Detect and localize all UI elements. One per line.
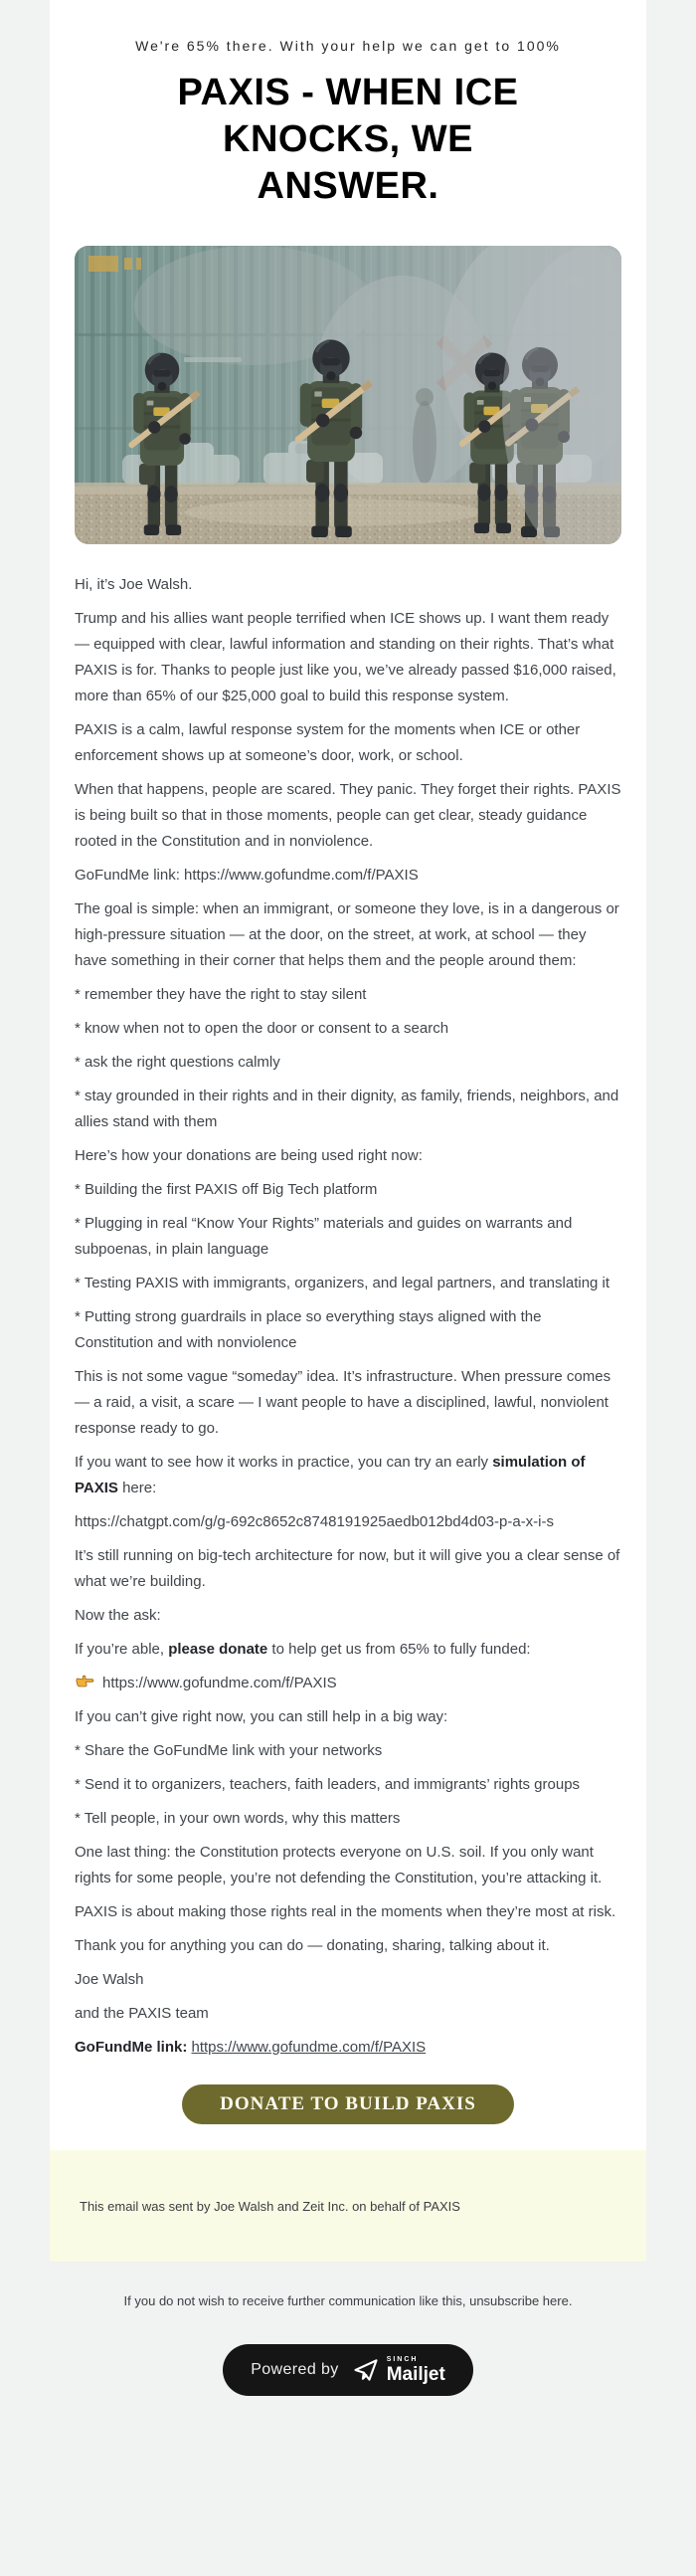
body-link[interactable]: https://chatgpt.com/g/g-692c8652c8748191925aedb012bd4d03-p-a-x-i-s (75, 1513, 555, 1530)
body-text-run: Hi, it’s Joe Walsh. (75, 576, 193, 593)
body-paragraph (75, 863, 621, 889)
body-text-run: PAXIS is a calm, lawful response system for the moments when ICE or other enforcement shows up at someone’s door, work, or school. (75, 721, 581, 764)
body-paragraph (75, 1738, 621, 1764)
body-paragraph (75, 982, 621, 1008)
hero-image (75, 246, 621, 544)
body-paragraph (75, 1637, 621, 1663)
body-paragraph (75, 1671, 621, 1696)
unsubscribe-period: . (568, 2293, 573, 2308)
body-paragraph (75, 1840, 621, 1891)
body-text-run: Trump and his allies want people terrified when ICE shows up. I want them ready — equipped with clear, lawful information and standing on their rights. That’s what PAXIS is for. Thanks to people just like you, we’ve already passed $16,000 raised, more than 65% of our $25,000 goal to build this response system. (75, 610, 616, 704)
body-paragraph (75, 1772, 621, 1798)
body-paragraph (75, 1806, 621, 1832)
mailjet-badge[interactable] (223, 2344, 473, 2396)
body-paragraph (75, 1050, 621, 1076)
body-paragraph (75, 572, 621, 598)
body-text-run: PAXIS is about making those rights real in the moments when they’re most at risk. (75, 1903, 616, 1920)
body-text-run: Joe Walsh (75, 1971, 144, 1988)
body-paragraph (75, 1933, 621, 1959)
body-paragraph (75, 777, 621, 855)
body-text-run: * ask the right questions calmly (75, 1054, 280, 1071)
body-text-run: Here’s how your donations are being used right now: (75, 1147, 423, 1164)
powered-by-text: Powered by (251, 2361, 339, 2378)
teaser-text: We're 65% there. With your help we can get to 100% (135, 38, 561, 54)
body-text-run: * Send it to organizers, teachers, faith leaders, and immigrants’ rights groups (75, 1776, 581, 1793)
body-link[interactable]: https://www.gofundme.com/f/PAXIS (102, 1675, 337, 1691)
unsubscribe-text: If you do not wish to receive further communication like this, (123, 2293, 470, 2308)
body-paragraph (75, 1967, 621, 1993)
body-paragraph (75, 1211, 621, 1263)
body-paragraph (75, 1364, 621, 1442)
body-text-run: * remember they have the right to stay silent (75, 986, 367, 1003)
paper-plane-icon (352, 2356, 380, 2384)
email-body (75, 572, 621, 2061)
body-link[interactable]: https://www.gofundme.com/f/PAXIS (184, 867, 419, 884)
body-paragraph (75, 1899, 621, 1925)
sender-note (50, 2150, 646, 2262)
body-text-run: It’s still running on big-tech architecture for now, but it will give you a clear sense of what we’re building. (75, 1547, 620, 1590)
mailjet-wordmark: Mailjet (386, 2364, 445, 2385)
badge-row (0, 2344, 696, 2396)
donate-button-row (75, 2084, 621, 2124)
body-link[interactable]: https://www.gofundme.com/f/PAXIS (191, 2039, 427, 2056)
email-card (50, 0, 646, 2150)
riot-police-illustration (75, 246, 621, 544)
body-paragraph (75, 2035, 621, 2061)
body-paragraph (75, 1450, 621, 1501)
body-text-run: Now the ask: (75, 1607, 161, 1624)
mailjet-logo (352, 2356, 445, 2384)
body-paragraph (75, 1543, 621, 1595)
body-text-run: GoFundMe link: (75, 2039, 192, 2056)
body-paragraph (75, 1704, 621, 1730)
body-paragraph (75, 717, 621, 769)
body-paragraph (75, 1603, 621, 1629)
body-text-run: * Plugging in real “Know Your Rights” materials and guides on warrants and subpoenas, in plain language (75, 1215, 573, 1258)
body-paragraph (75, 1016, 621, 1042)
body-paragraph (75, 1509, 621, 1535)
body-text-run: Thank you for anything you can do — donating, sharing, talking about it. (75, 1937, 550, 1954)
body-text-run: * Building the first PAXIS off Big Tech platform (75, 1181, 378, 1198)
body-text-run: If you want to see how it works in practice, you can try an early (75, 1454, 493, 1471)
pointing-hand-icon (75, 1672, 94, 1691)
unsubscribe-link[interactable]: unsubscribe here (469, 2293, 569, 2308)
body-text-run: * know when not to open the door or consent to a search (75, 1020, 449, 1037)
body-text-run: * Putting strong guardrails in place so everything stays aligned with the Constitution and with nonviolence (75, 1308, 542, 1351)
body-text-run: One last thing: the Constitution protects everyone on U.S. soil. If you only want rights for some people, you’re not defending the Constitution, you’re attacking it. (75, 1844, 603, 1886)
body-paragraph (75, 1177, 621, 1203)
body-text-run: * Testing PAXIS with immigrants, organizers, and legal partners, and translating it (75, 1275, 610, 1291)
body-text-run: * Tell people, in your own words, why this matters (75, 1810, 401, 1827)
body-paragraph (75, 1304, 621, 1356)
page-title: PAXIS - WHEN ICE KNOCKS, WE ANSWER. (177, 72, 519, 207)
body-paragraph (75, 606, 621, 709)
sender-note-text: This email was sent by Joe Walsh and Zeit Inc. on behalf of PAXIS (80, 2198, 460, 2214)
body-text-run: The goal is simple: when an immigrant, or someone they love, is in a dangerous or high-pressure situation — at the door, on the street, at work, at school — they have something in their corner that helps them and the people around them: (75, 900, 619, 969)
body-text-run: to help get us from 65% to fully funded: (267, 1641, 531, 1658)
body-text-run: and the PAXIS team (75, 2005, 209, 2022)
donate-button[interactable]: DONATE TO BUILD PAXIS (182, 2084, 514, 2124)
body-text-run: * Share the GoFundMe link with your networks (75, 1742, 383, 1759)
body-text-run: If you can’t give right now, you can still help in a big way: (75, 1708, 448, 1725)
body-text-run: GoFundMe link: (75, 867, 185, 884)
body-text-run: here: (117, 1480, 157, 1496)
body-text-run: When that happens, people are scared. They panic. They forget their rights. PAXIS is being built so that in those moments, people can get clear, steady guidance rooted in the Constitution and in nonviolence. (75, 781, 621, 850)
body-text-run: please donate (168, 1641, 268, 1658)
unsubscribe-line (0, 2293, 696, 2308)
sinch-wordmark: SINCH (386, 2356, 419, 2363)
body-text-run: * stay grounded in their rights and in their dignity, as family, friends, neighbors, and allies stand with them (75, 1088, 619, 1130)
body-text-run: If you’re able, (75, 1641, 169, 1658)
body-paragraph (75, 1143, 621, 1169)
body-paragraph (75, 1084, 621, 1135)
body-text-run: This is not some vague “someday” idea. It’s infrastructure. When pressure comes — a raid, a visit, a scare — I want people to have a disciplined, lawful, nonviolent response ready to go. (75, 1368, 611, 1437)
body-paragraph (75, 896, 621, 974)
body-paragraph (75, 1271, 621, 1296)
body-text-run: simulation of PAXIS (75, 1454, 586, 1496)
body-paragraph (75, 2001, 621, 2027)
